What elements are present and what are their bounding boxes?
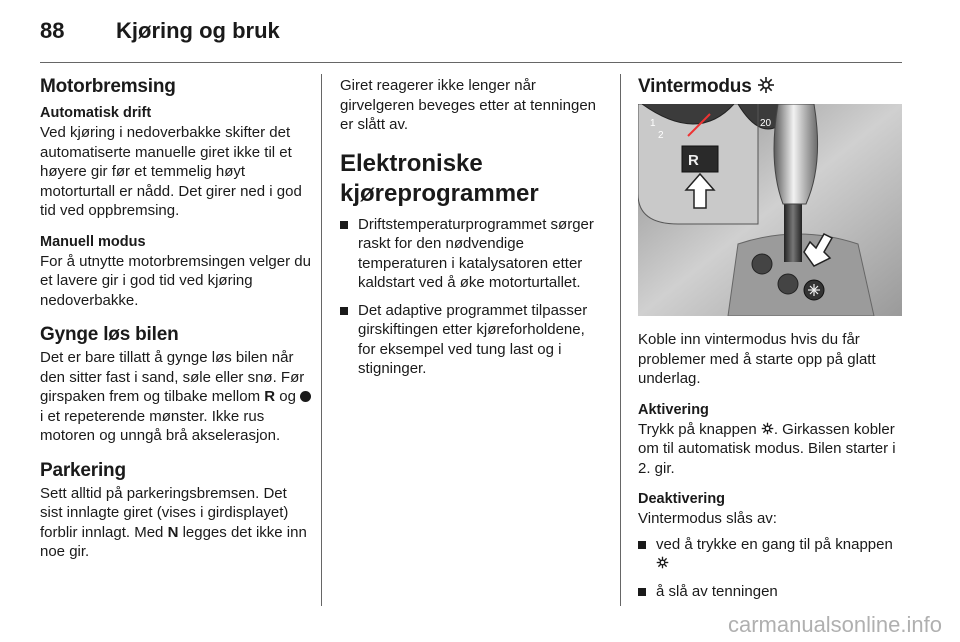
- console-button: [778, 274, 798, 294]
- square-bullet-icon: [340, 221, 348, 229]
- paragraph-caption: Koble inn vintermodus hvis du får problemer med å starte opp på glatt underlag.: [638, 331, 876, 387]
- list-item: [638, 582, 902, 602]
- snowflake-icon: [761, 422, 774, 435]
- gear-lever-knob: [774, 104, 818, 204]
- subheading-automatisk-drift: Automatisk drift: [40, 105, 152, 121]
- list-item: [340, 215, 602, 293]
- list-item-text: Driftstemperaturprogrammet sørger raskt for den nødvendige temperaturen i katalysatoren etter kaldstart ved å øke motorturtallet.: [358, 215, 594, 291]
- dial-number: 20: [760, 118, 772, 129]
- gear-circle-icon: [300, 391, 311, 402]
- list-item-text: å slå av tenningen: [656, 582, 778, 600]
- paragraph-automatisk-drift: Ved kjøring i nedoverbakke skifter det automatiserte manuelle giret ikke til et høyere gir før et temmelig høyt motorturtall er nådd. Det girer ned i god tid ved oppbremsing.: [40, 124, 302, 219]
- column-divider: [620, 74, 621, 606]
- text-run: Det er bare tillatt å gynge løs bilen når den sitter fast i sand, søle eller snø. Før girspaken frem og tilbake mellom: [40, 349, 305, 405]
- column-divider: [321, 74, 322, 606]
- subheading-aktivering: Aktivering: [638, 401, 709, 418]
- square-bullet-icon: [340, 307, 348, 315]
- snowflake-icon: [757, 76, 775, 94]
- square-bullet-icon: [638, 541, 646, 549]
- text-run: legges det ikke inn noe gir.: [40, 523, 307, 560]
- column-middle: [340, 76, 602, 387]
- text-run: . Girkassen kobler om til automatisk modus. Bilen starter i 2. gir.: [638, 420, 896, 477]
- paragraph-gynge: [40, 348, 312, 446]
- paragraph-intro: Giret reagerer ikke lenger når girvelgeren beveges etter at tenningen er slått av.: [340, 77, 597, 133]
- heading-text: Vintermodus: [638, 76, 752, 97]
- list-item-text: ved å trykke en gang til på knappen: [656, 535, 893, 553]
- list-item: [638, 535, 902, 574]
- page-header: [40, 18, 902, 52]
- paragraph-deaktivering: Vintermodus slås av:: [638, 510, 777, 527]
- list-item: [340, 301, 602, 379]
- paragraph-parkering: [40, 484, 312, 562]
- square-bullet-icon: [638, 588, 646, 596]
- list-item-text: Det adaptive programmet tilpasser girskiftingen etter kjøreforholdene, for eksempel ved tung last og i stigninger.: [358, 301, 588, 377]
- header-divider: [40, 62, 902, 63]
- gear-lever-photo: [638, 104, 902, 316]
- gear-n-symbol: N: [167, 523, 179, 541]
- program-list: [340, 215, 602, 379]
- text-run: i et repeterende mønster. Ikke rus motoren og unngå brå akselerasjon.: [40, 407, 281, 444]
- console-button: [752, 254, 772, 274]
- section-heading-parkering: Parkering: [40, 459, 126, 481]
- text-run: Trykk på knappen: [638, 420, 761, 438]
- subheading-manuell-modus: Manuell modus: [40, 233, 146, 250]
- section-heading-motorbremsing: Motorbremsing: [40, 76, 176, 97]
- dial-number: 1: [650, 118, 656, 129]
- section-heading-kjoreprogrammer: Elektroniske kjøreprogrammer: [340, 149, 539, 207]
- section-heading-gynge: Gynge løs bilen: [40, 324, 179, 345]
- deactivation-list: [638, 535, 902, 602]
- subheading-deaktivering: Deaktivering: [638, 491, 726, 507]
- section-heading-vintermodus: [638, 76, 902, 98]
- paragraph-manuell-modus: For å utnytte motorbremsingen velger du et lavere gir i god tid ved kjøring nedoverbakke.: [40, 252, 311, 309]
- paragraph-aktivering: [638, 420, 902, 479]
- gear-display-letter: R: [688, 152, 699, 169]
- column-right: [638, 76, 902, 609]
- text-run: og: [275, 388, 301, 405]
- page-number: 88: [40, 18, 65, 43]
- page-title: Kjøring og bruk: [116, 18, 280, 43]
- column-left: [40, 76, 312, 574]
- text-run: Sett alltid på parkeringsbremsen. Det sist innlagte giret (vises i girdisplayet) forblir innlagt. Med: [40, 484, 289, 541]
- gear-r-symbol: R: [264, 388, 276, 405]
- snowflake-icon: [656, 556, 669, 569]
- watermark: carmanualsonline.info: [727, 612, 942, 637]
- dial-number: 2: [658, 130, 664, 141]
